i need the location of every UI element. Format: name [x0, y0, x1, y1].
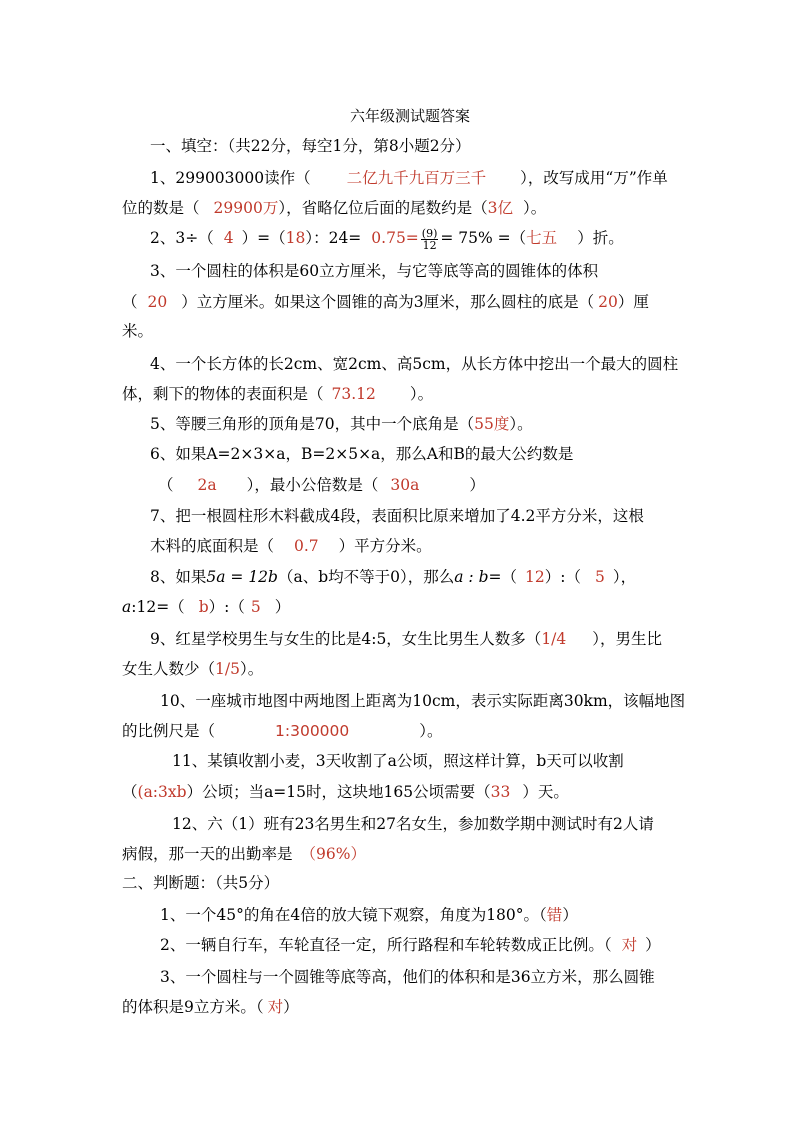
q3-text: ）厘: [617, 293, 649, 311]
q5-text: 5、等腰三角形的顶角是70，其中一个底角是（: [150, 415, 475, 433]
q8-line1: [150, 566, 636, 588]
q2-text: ）折。: [577, 229, 624, 247]
q8-text: ）:（: [208, 598, 245, 616]
q8-text: 8、如果: [150, 568, 207, 586]
q8-answer-12: 12: [525, 568, 545, 586]
q9-line2: [122, 658, 263, 680]
q4-line2: [122, 383, 433, 405]
q1-text: ），改写成用“万”作单: [520, 169, 668, 187]
q12-line1: 12、六（1）班有23名男生和27名女生，参加数学期中测试时有2人请: [172, 815, 654, 833]
q8-text: :12=（: [131, 598, 185, 616]
q7-text: 木料的底面积是（: [150, 537, 275, 555]
q2-text: = 75% =（: [440, 229, 527, 247]
q6-line2: [158, 474, 485, 496]
q7-line2: [150, 535, 432, 557]
q4-text: 体，剩下的物体的表面积是（: [122, 385, 324, 403]
q11-answer-expression: (a:3xb: [137, 783, 187, 801]
j3-line1: 3、一个圆柱与一个圆锥等底等高，他们的体积和是36立方米，那么圆锥: [160, 968, 655, 986]
q1-text: 位的数是（: [122, 199, 200, 217]
j3-text: ）: [283, 998, 299, 1016]
q9-text: ），男生比: [592, 630, 663, 648]
q11-answer-days: 33: [490, 783, 511, 801]
q9-answer-more: 1/4: [541, 630, 567, 648]
q3-line3: 米。: [122, 322, 154, 340]
j2-text: ）: [645, 936, 661, 954]
q2-line: [150, 227, 624, 251]
q10-answer-scale: 1:300000: [275, 722, 350, 740]
fraction-numerator: (9): [421, 226, 438, 240]
q1-line1: [150, 167, 668, 189]
q8-ratio: a : b: [454, 568, 489, 586]
q1-line2: [122, 197, 546, 219]
q10-text: ）。: [419, 722, 443, 740]
j2-text: 2、一辆自行车，车轮直径一定，所行路程和车轮转数成正比例。（: [160, 936, 612, 954]
q12-answer: （96%）: [300, 845, 366, 863]
q1-answer-wan: 29900万: [213, 199, 279, 217]
q11-line2: [122, 781, 569, 803]
q3-text: （: [122, 293, 138, 311]
q8-equation: 5a = 12b: [206, 568, 278, 586]
q4-answer: 73.12: [331, 385, 376, 403]
q2-text: 2、3÷（: [150, 229, 214, 247]
section2-heading: 二、判断题：（共5分）: [122, 874, 280, 892]
q12-line2: [122, 843, 366, 865]
q4-line1: 4、一个长方体的长2cm、宽2cm、高5cm，从长方体中挖出一个最大的圆柱: [150, 355, 679, 373]
j2-answer: 对: [621, 936, 638, 954]
q6-answer-lcm: 30a: [390, 476, 420, 494]
q8-text: （a、b均不等于0），那么: [277, 568, 455, 586]
q1-answer-yi: 3亿: [487, 199, 513, 217]
q2-answer-decimal: 0.75=: [371, 229, 419, 247]
q7-answer: 0.7: [294, 537, 319, 555]
q9-line1: [150, 628, 662, 650]
fraction-denominator: 12: [422, 238, 437, 252]
q8-text: ），: [612, 568, 637, 586]
q7-line1: 7、把一根圆柱形木料截成4段，表面积比原来增加了4.2平方分米，这根: [150, 507, 644, 525]
q8-answer-5b: 5: [250, 598, 261, 616]
q8-text: =（: [488, 568, 517, 586]
q8-answer-b: b: [198, 598, 209, 616]
q9-text: ）。: [239, 660, 264, 678]
q8-line2: [122, 596, 290, 618]
q2-text: ）=（: [241, 229, 286, 247]
q9-text: 女生人数少（: [122, 660, 216, 678]
q11-text: （: [122, 783, 138, 801]
q5-answer: 55度: [474, 415, 510, 433]
q10-line1: 10、一座城市地图中两地图上距离为10cm，表示实际距离30km，该幅地图: [160, 692, 686, 710]
q5-line: [150, 413, 533, 435]
q2-answer-discount: 七五: [526, 229, 558, 247]
q3-answer-base: 20: [598, 293, 618, 311]
q7-text: ）平方分米。: [338, 537, 432, 555]
q8-variable-a: a: [122, 598, 132, 616]
q1-answer-reading: 二亿九千九百万三千: [346, 169, 487, 187]
j1-text: 1、一个45°的角在4倍的放大镜下观察，角度为180°。（: [160, 906, 547, 924]
q1-text: ），省略亿位后面的尾数约是（: [278, 199, 488, 217]
q8-text: ）:（: [544, 568, 581, 586]
q5-text: ）。: [509, 415, 533, 433]
q9-answer-less: 1/5: [215, 660, 240, 678]
j1-answer: 错: [546, 906, 563, 924]
q3-line1: 3、一个圆柱的体积是60立方厘米，与它等底等高的圆锥体的体积: [150, 262, 599, 280]
q2-fraction: [421, 228, 439, 251]
j2-line: [160, 934, 661, 956]
q2-answer-18: 18: [285, 229, 306, 247]
q6-line1: 6、如果A=2×3×a，B=2×5×a，那么A和B的最大公约数是: [150, 445, 574, 463]
q11-text: ）公顷；当a=15时，这块地165公顷需要（: [186, 783, 491, 801]
q4-text: ）。: [409, 385, 434, 403]
q11-line1: 11、某镇收割小麦，3天收割了a公顷，照这样计算，b天可以收割: [172, 752, 624, 770]
j3-line2: [122, 996, 299, 1018]
page-title: 六年级测试题答案: [350, 107, 471, 125]
q2-answer-4: 4: [223, 229, 234, 247]
q11-text: ）天。: [522, 783, 569, 801]
q6-text: ），最小公倍数是（: [246, 476, 379, 494]
j3-answer: 对: [267, 998, 284, 1016]
q10-text: 的比例尺是（: [122, 722, 216, 740]
q3-text: ）立方厘米。如果这个圆锥的高为3厘米，那么圆柱的底是（: [181, 293, 595, 311]
j1-line: [160, 904, 578, 926]
q6-text: （: [158, 476, 174, 494]
q2-text: ）：24=: [305, 229, 362, 247]
q1-text: 1、299003000读作（: [150, 169, 311, 187]
q10-line2: [122, 720, 443, 742]
q8-answer-5: 5: [594, 568, 605, 586]
q12-text: 病假，那一天的出勤率是: [122, 845, 293, 863]
j1-text: ）: [562, 906, 578, 924]
q3-answer-volume: 20: [147, 293, 168, 311]
q6-text: ）: [469, 476, 485, 494]
q3-line2: [122, 291, 649, 313]
q1-text: ）。: [522, 199, 547, 217]
j3-text: 的体积是9立方米。（: [122, 998, 264, 1016]
q8-text: ）: [274, 598, 291, 616]
q6-answer-gcd: 2a: [197, 476, 217, 494]
q9-text: 9、红星学校男生与女生的比是4:5，女生比男生人数多（: [150, 630, 542, 648]
section1-heading: 一、填空：（共22分，每空1分，第8小题2分）: [150, 137, 471, 155]
